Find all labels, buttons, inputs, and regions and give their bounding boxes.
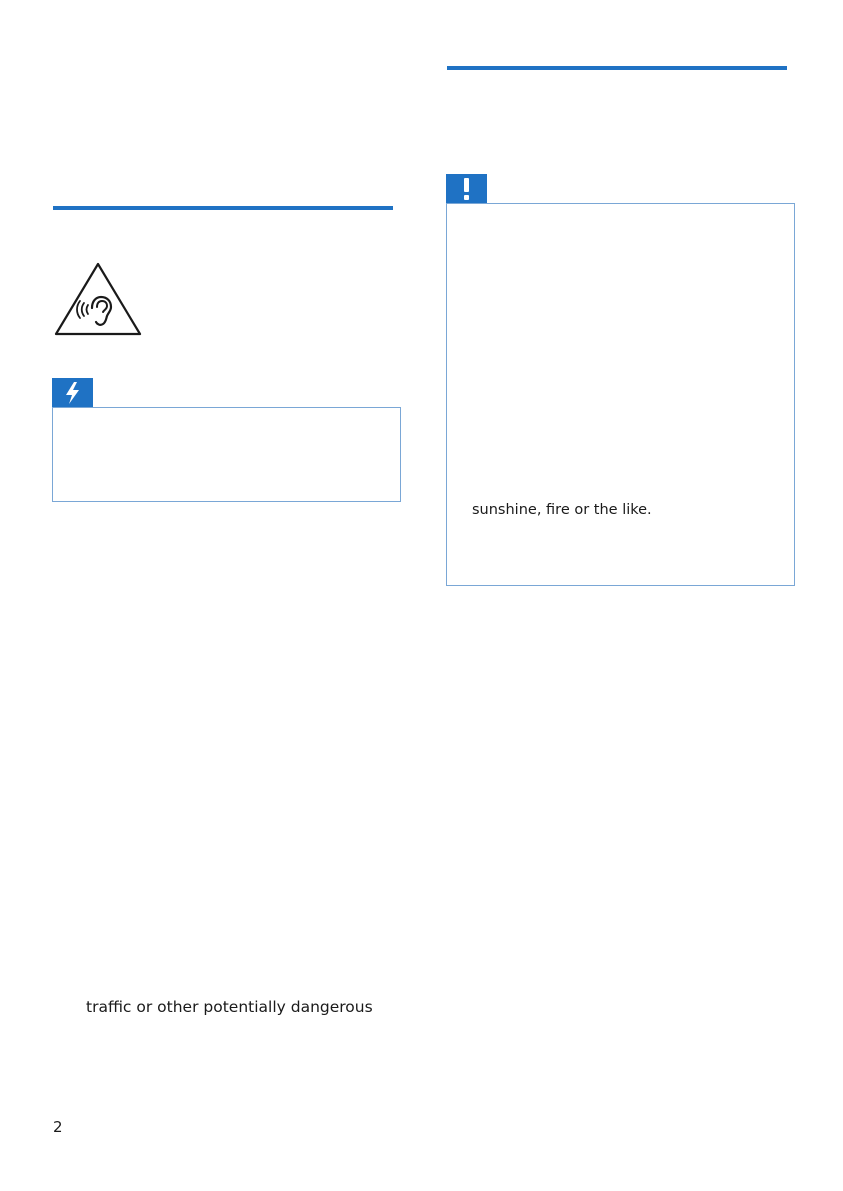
caution-text-fragment: sunshine, fire or the like. — [472, 502, 652, 518]
page-number: 2 — [53, 1118, 63, 1136]
caution-box — [446, 203, 795, 586]
lightning-bolt-icon — [52, 378, 93, 407]
exclamation-icon — [446, 174, 487, 203]
hearing-warning-icon — [53, 261, 143, 337]
warning-badge — [52, 378, 93, 407]
caution-badge — [446, 174, 487, 203]
body-text-fragment: traffic or other potentially dangerous — [86, 998, 373, 1016]
section-divider-left — [53, 206, 393, 210]
warning-box — [52, 407, 401, 502]
section-divider-right — [447, 66, 787, 70]
